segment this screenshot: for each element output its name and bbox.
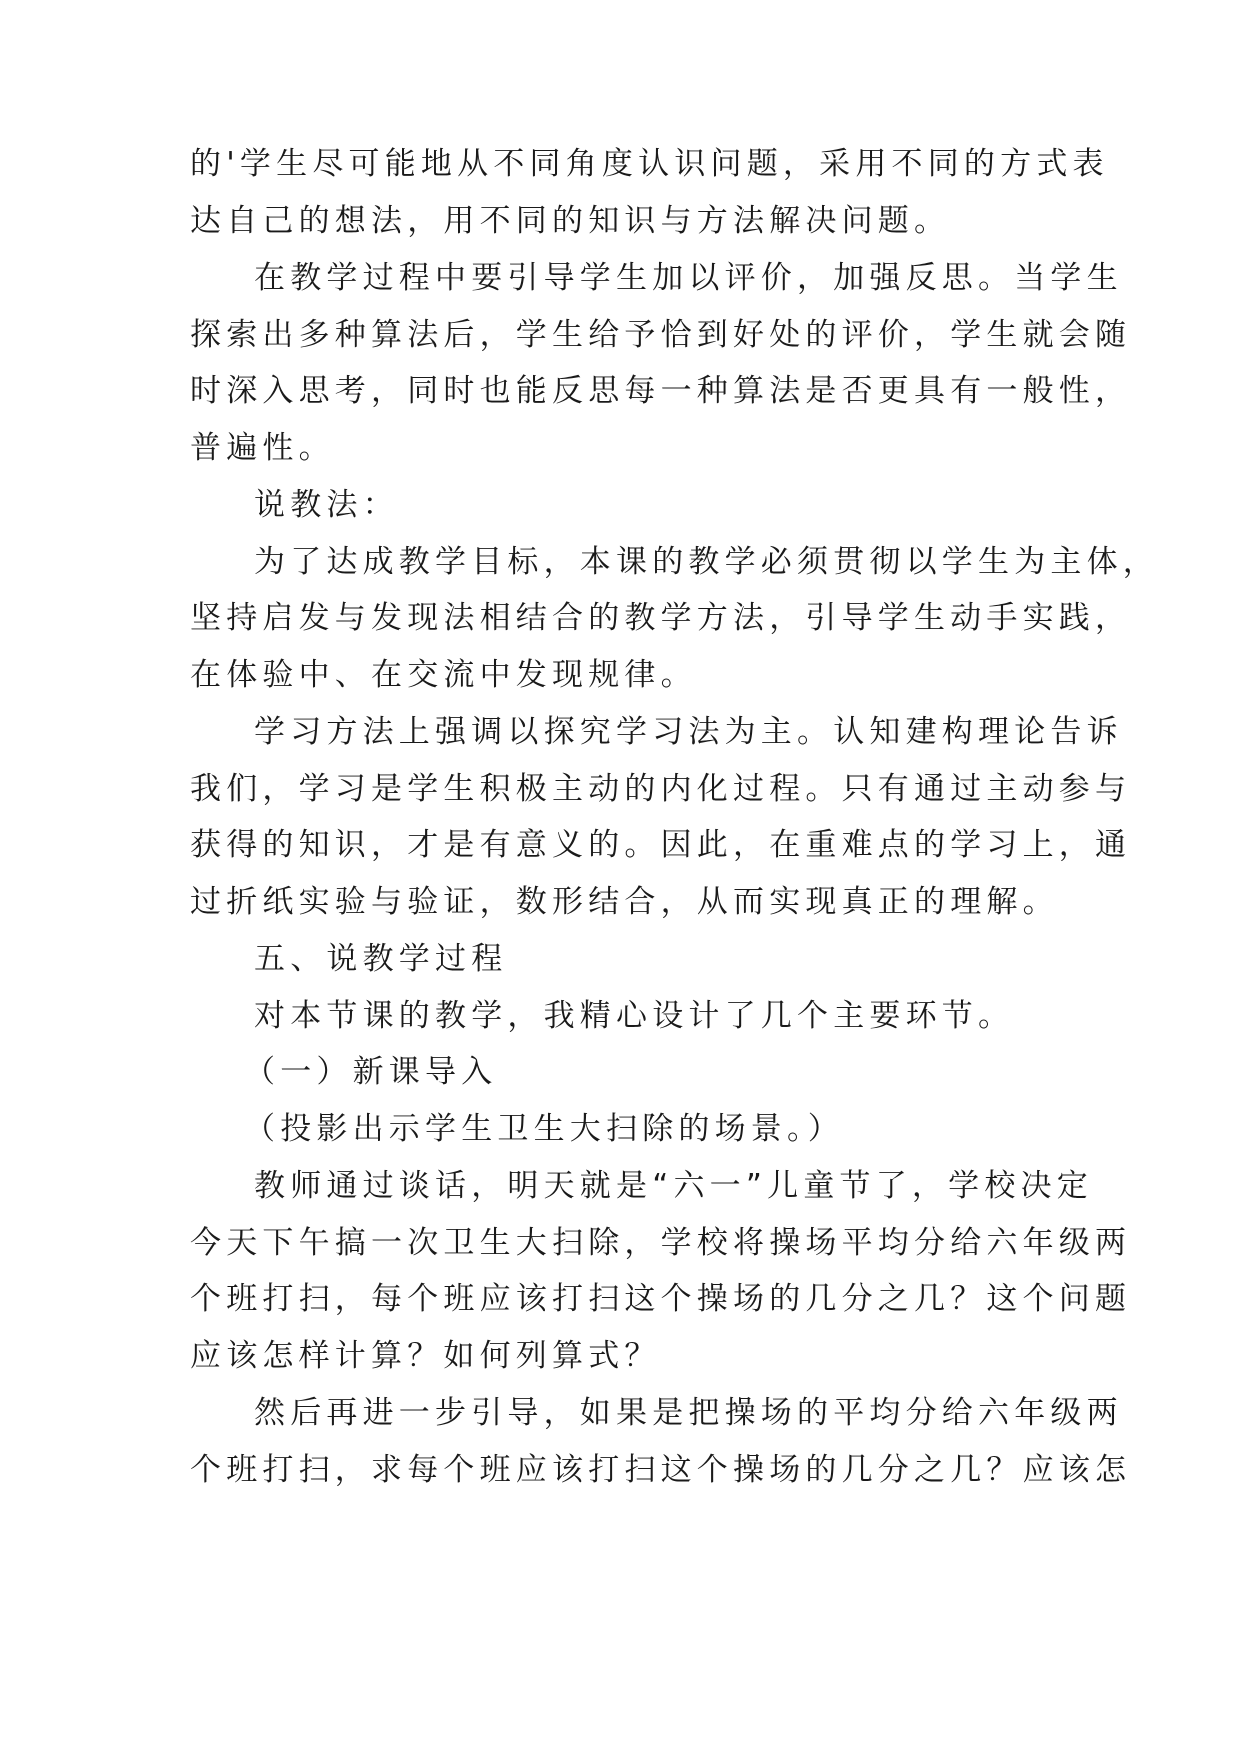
text-line: 今天下午搞一次卫生大扫除，学校将操场平均分给六年级两	[190, 1225, 1132, 1261]
text-line: 对本节课的教学，我精心设计了几个主要环节。	[254, 998, 1015, 1034]
text-line: 获得的知识，才是有意义的。因此，在重难点的学习上，通	[190, 827, 1132, 863]
text-line: 我们，学习是学生积极主动的内化过程。只有通过主动参与	[190, 771, 1132, 807]
text-line: 坚持启发与发现法相结合的教学方法，引导学生动手实践，	[190, 600, 1132, 636]
text-line: 达自己的想法，用不同的知识与方法解决问题。	[190, 203, 951, 239]
text-line: 为了达成教学目标，本课的教学必须贯彻以学生为主体，	[254, 544, 1159, 580]
text-line: 探索出多种算法后，学生给予恰到好处的评价，学生就会随	[190, 317, 1132, 353]
text-line: 教师通过谈话，明天就是“六一”儿童节了，学校决定	[254, 1168, 1093, 1204]
text-line: 个班打扫，每个班应该打扫这个操场的几分之几？这个问题	[190, 1281, 1132, 1317]
section-heading: 五、说教学过程	[254, 941, 508, 977]
text-line: 学习方法上强调以探究学习法为主。认知建构理论告诉	[254, 714, 1123, 750]
subsection-heading: （一）新课导入	[244, 1054, 498, 1090]
text-line: 在体验中、在交流中发现规律。	[190, 657, 697, 693]
text-line: 普遍性。	[190, 430, 335, 466]
text-line: 时深入思考，同时也能反思每一种算法是否更具有一般性，	[190, 373, 1132, 409]
text-line: 然后再进一步引导，如果是把操场的平均分给六年级两	[254, 1395, 1123, 1431]
text-line: 过折纸实验与验证，数形结合，从而实现真正的理解。	[190, 884, 1059, 920]
text-line: 个班打扫，求每个班应该打扫这个操场的几分之几？应该怎	[190, 1452, 1132, 1488]
text-line: 在教学过程中要引导学生加以评价，加强反思。当学生	[254, 260, 1123, 296]
text-line: 应该怎样计算？如何列算式？	[190, 1338, 661, 1374]
section-heading: 说教法：	[254, 487, 399, 523]
text-line: （投影出示学生卫生大扫除的场景。）	[244, 1111, 844, 1147]
text-line: 的'学生尽可能地从不同角度认识问题，采用不同的方式表	[190, 146, 1109, 182]
